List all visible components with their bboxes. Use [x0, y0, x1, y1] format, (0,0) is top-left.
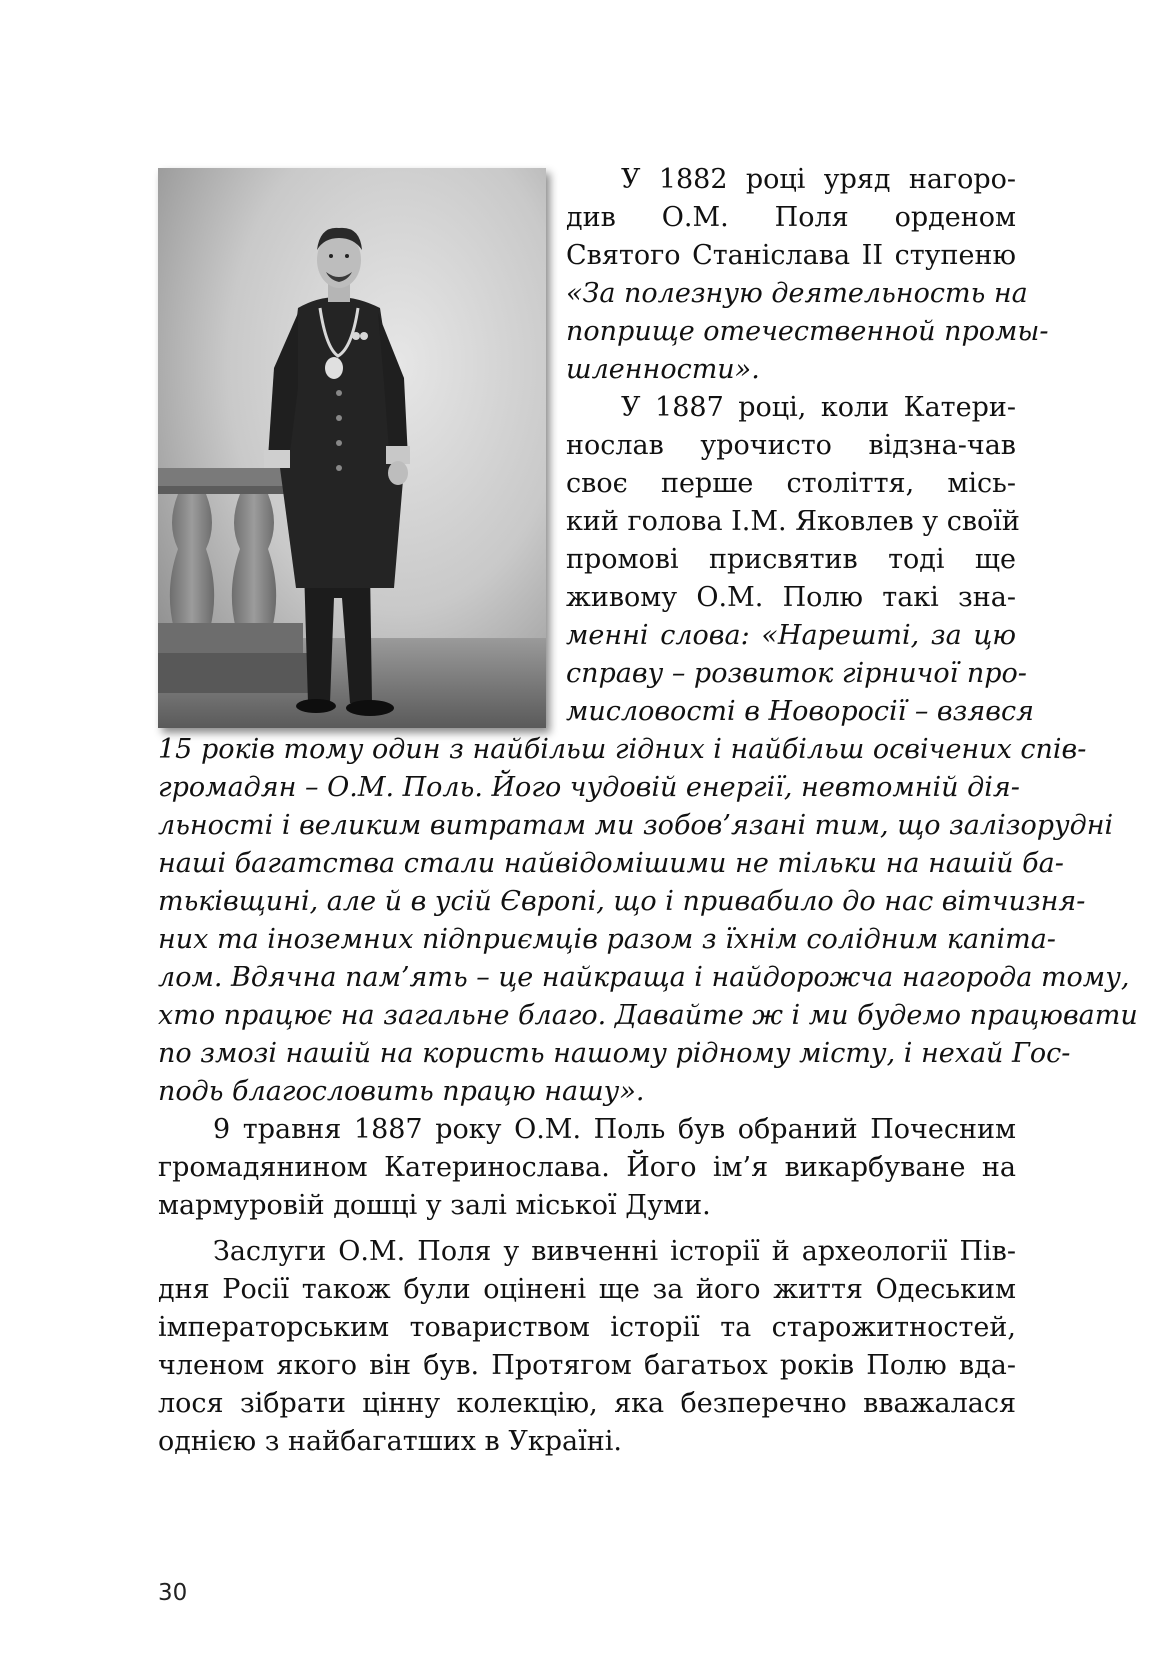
- text-line: наші багатства стали найвідомішими не тільки на нашій ба-: [158, 848, 1064, 879]
- text-line: своє перше століття, місь-: [566, 468, 1016, 499]
- text-line: У 1882 році уряд нагоро-: [621, 164, 1016, 195]
- text-line: нослав урочисто відзна-чав: [566, 430, 1016, 461]
- text-line: «За полезную деятельность на: [566, 278, 1028, 309]
- text-line: 15 років тому один з найбільш гідних і найбільш освічених спів-: [158, 734, 1087, 765]
- text-line: промові присвятив тоді ще: [566, 544, 1016, 575]
- text-line: громадян – О.М. Поль. Його чудовій енергії, невтомній дія-: [158, 772, 1020, 803]
- text-line: хто працює на загальне благо. Давайте ж і ми будемо працювати: [158, 1000, 1138, 1031]
- portrait-photo-icon: [158, 168, 546, 728]
- text-line: справу – розвиток гірничої про-: [566, 658, 1027, 689]
- text-line: мисловості в Новоросії – взявся: [566, 696, 1034, 727]
- text-line: Заслуги О.М. Поля у вивченні історії й археології Пів-: [213, 1236, 1016, 1267]
- text-line: дня Росії також були оцінені ще за його життя Одеським: [158, 1274, 1016, 1305]
- text-line: лося зібрати цінну колекцію, яка безперечно вважалася: [158, 1388, 1016, 1419]
- portrait-photo: [158, 168, 546, 728]
- text-line: 9 травня 1887 року О.М. Поль був обраний Почесним: [213, 1114, 1016, 1145]
- text-line: по змозі нашій на користь нашому рідному місту, і нехай Гос-: [158, 1038, 1071, 1069]
- text-line: льності і великим витратам ми зобов’язані тим, що залізорудні: [158, 810, 1114, 841]
- text-line: тьківщині, але й в усій Європі, що і привабило до нас вітчизня-: [158, 886, 1086, 917]
- text-line: менні слова: «Нарешті, за цю: [566, 620, 1016, 651]
- text-line: Святого Станіслава ІІ ступеню: [566, 240, 1016, 271]
- text-line: мармуровій дошці у залі міської Думи.: [158, 1190, 711, 1221]
- text-line: громадянином Катеринослава. Його ім’я викарбуване на: [158, 1152, 1016, 1183]
- text-line: членом якого він був. Протягом багатьох років Полю вда-: [158, 1350, 1016, 1381]
- text-line: них та іноземних підприємців разом з їхнім солідним капіта-: [158, 924, 1056, 955]
- text-line: імператорським товариством історії та старожитностей,: [158, 1312, 1016, 1343]
- text-line: подь благословить працю нашу».: [158, 1076, 645, 1107]
- text-line: однією з найбагатших в Україні.: [158, 1426, 622, 1457]
- text-line: шленности».: [566, 354, 760, 385]
- text-line: лом. Вдячна пам’ять – це найкраща і найдорожча нагорода тому,: [158, 962, 1130, 993]
- text-line: У 1887 році, коли Катери-: [621, 392, 1016, 423]
- text-line: див О.М. Поля орденом: [566, 202, 1016, 233]
- text-line: кий голова І.М. Яковлев у своїй: [566, 506, 1020, 537]
- text-line: поприще отечественной промы-: [566, 316, 1049, 347]
- text-line: живому О.М. Полю такі зна-: [566, 582, 1016, 613]
- page-number: 30: [158, 1580, 188, 1606]
